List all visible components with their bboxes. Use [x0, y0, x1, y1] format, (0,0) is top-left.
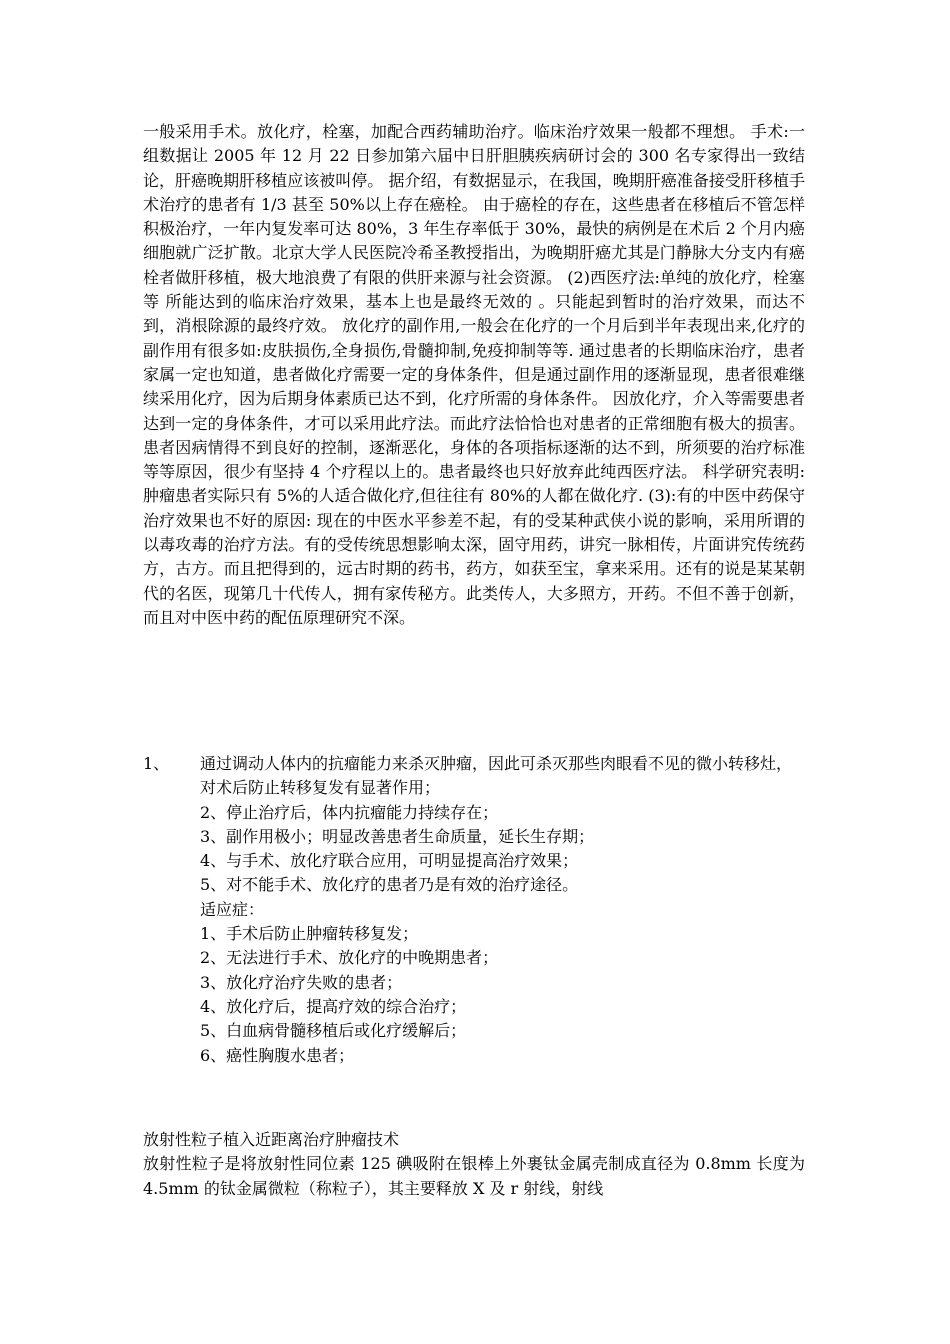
list-item: 5、对不能手术、放化疗的患者乃是有效的治疗途径。	[200, 875, 579, 895]
list-item-number: 1、	[143, 754, 170, 773]
section-body: 放射性粒子是将放射性同位素 125 碘吸附在银棒上外裹钛金属壳制成直径为 0.8mm 长度为 4.5mm 的钛金属微粒（称粒子），其主要释放 X 及 r 射线，射线	[143, 1154, 805, 1198]
list-item: 5、白血病骨髓移植后或化疗缓解后；	[200, 1021, 467, 1041]
section-title: 放射性粒子植入近距离治疗肿瘤技术	[143, 1130, 400, 1149]
list-item	[143, 752, 805, 801]
list-item: 2、停止治疗后，体内抗瘤能力持续存在；	[200, 802, 499, 822]
list-item: 6、癌性胸腹水患者；	[200, 1045, 355, 1065]
intro-paragraph: 一般采用手术。放化疗，栓塞，加配合西药辅助治疗。临床治疗效果一般都不理想。 手术:一组数据让 2005 年 12 月 22 日参加第六届中日肝胆胰疾病研讨会的 300 名专家得出一致结论，肝癌晚期肝移植应该被叫停。 据介绍，有数据显示，在我国，晚期肝癌准备接受肝移植手术治疗的患者有 1/3 甚至 50%以上存在癌栓。 由于癌栓的存在，这些患者在移植后不管怎样积极治疗，一年内复发率可达 80%，3 年生存率低于 30%，最快的病例是在术后 2 个月内癌细胞就广泛扩散。北京大学人民医院冷希圣教授指出，为晚期肝癌尤其是门静脉大分支内有癌栓者做肝移植，极大地浪费了有限的供肝来源与社会资源。 (2)西医疗法:单纯的放化疗，栓塞等 所能达到的临床治疗效果，基本上也是最终无效的 。只能起到暂时的治疗效果，而达不到，消根除源的最终疗效。 放化疗的副作用,一般会在化疗的一个月后到半年表现出来,化疗的副作用有很多如:皮肤损伤,全身损伤,骨髓抑制,免疫抑制等等. 通过患者的长期临床治疗，患者家属一定也知道，患者做化疗需要一定的身体条件，但是通过副作用的逐渐显现，患者很难继续采用化疗，因为后期身体素质已达不到，化疗所需的身体条件。 因放化疗，介入等需要患者达到一定的身体条件，才可以采用此疗法。而此疗法恰恰也对患者的正常细胞有极大的损害。患者因病情得不到良好的控制，逐渐恶化，身体的各项指标逐渐的达不到，所须要的治疗标准等等原因，很少有坚持 4 个疗程以上的。患者最终也只好放弃此纯西医疗法。 科学研究表明:肿瘤患者实际只有 5%的人适合做化疗,但往往有 80%的人都在做化疗. (3):有的中医中药保守治疗效果也不好的原因: 现在的中医水平参差不起，有的受某种武侠小说的影响，采用所谓的以毒攻毒的治疗方法。有的受传统思想影响太深，固守用药，讲究一脉相传，片面讲究传统药方，古方。而且把得到的，远古时期的药书，药方，如获至宝，拿来采用。还有的说是某某朝代的名医，现第几十代传人，拥有家传秘方。此类传人，大多照方，开药。不但不善于创新，而且对中医中药的配伍原理研究不深。	[143, 122, 805, 627]
list-item-text: 通过调动人体内的抗瘤能力来杀灭肿瘤，因此可杀灭那些肉眼看不见的微小转移灶，对术后防止转移复发有显著作用；	[200, 754, 793, 798]
benefit-list	[143, 752, 805, 1068]
list-item: 4、放化疗后，提高疗效的综合治疗；	[200, 996, 467, 1016]
list-item: 4、与手术、放化疗联合应用，可明显提高治疗效果；	[200, 851, 579, 871]
list-item: 2、无法进行手术、放化疗的中晚期患者；	[200, 948, 499, 968]
indications-heading: 适应症：	[200, 899, 265, 919]
list-item: 3、放化疗治疗失败的患者；	[200, 972, 403, 992]
list-item: 1、手术后防止肿瘤转移复发；	[200, 924, 419, 944]
list-item: 3、副作用极小；明显改善患者生命质量，延长生存期；	[200, 826, 595, 846]
seed-implant-section	[143, 1128, 805, 1201]
